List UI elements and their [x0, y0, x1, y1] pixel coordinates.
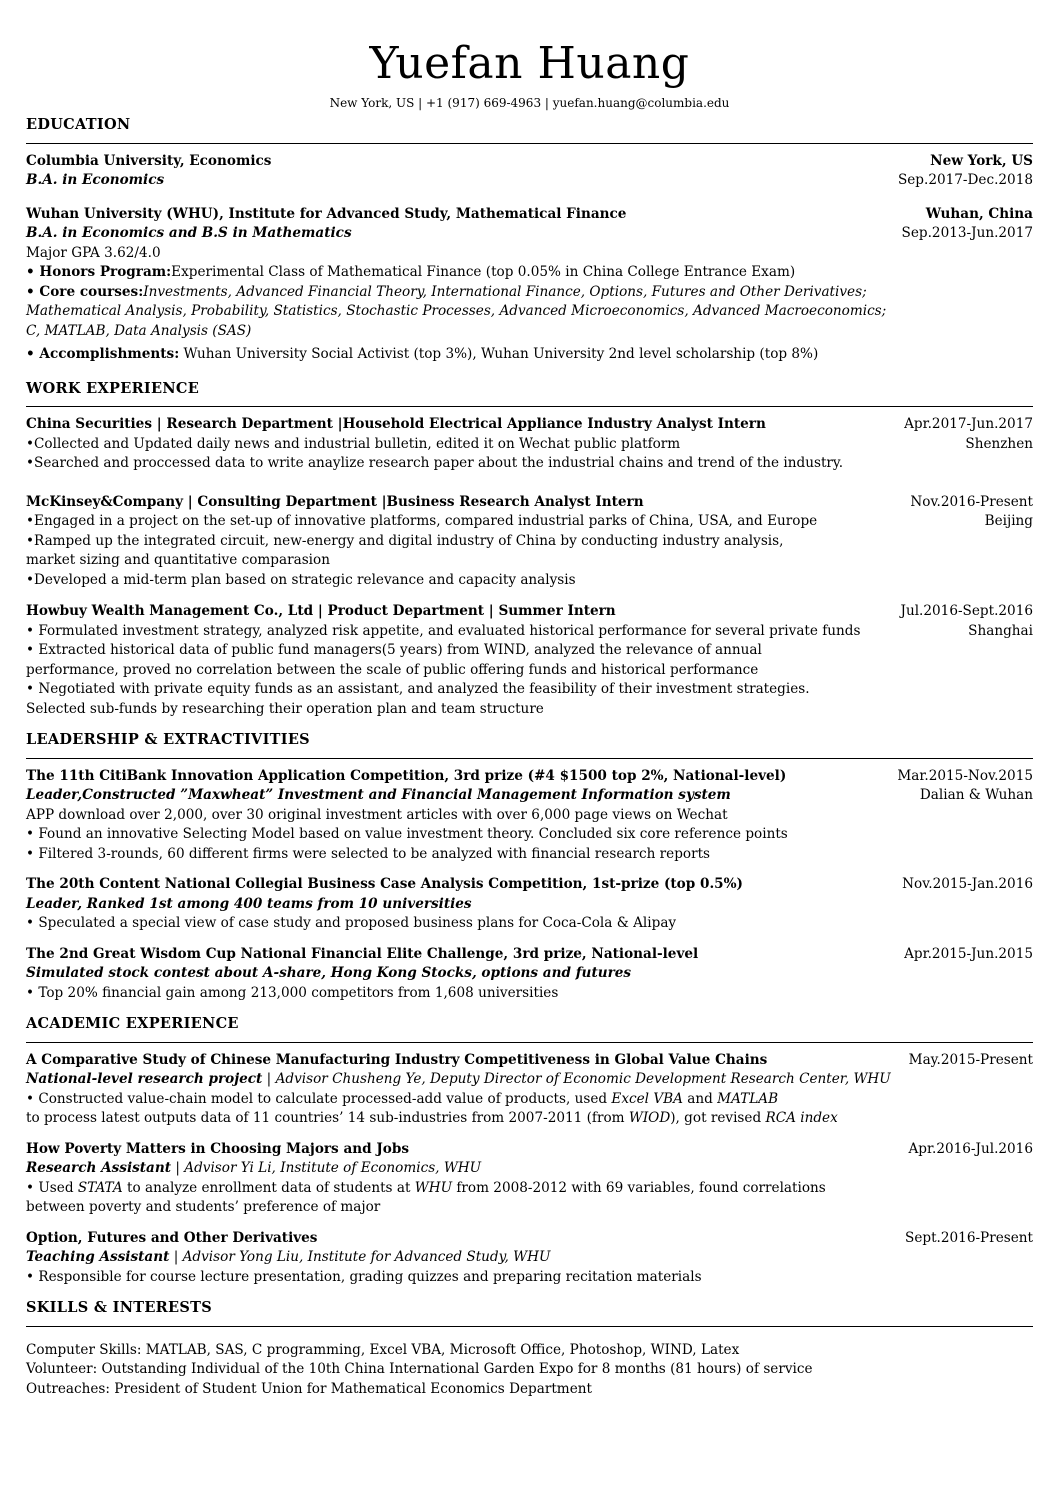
metric: RCA index — [765, 1110, 838, 1126]
skills-volunteer: Volunteer: Outstanding Individual of the 10th China International Garden Expo for 8 months (81 hours) of service — [26, 1361, 813, 1377]
entry-citibank — [26, 767, 1033, 865]
location: Shanghai — [968, 622, 1033, 639]
entry-howbuy — [26, 602, 1033, 719]
tool: MATLAB — [717, 1090, 779, 1107]
school: WHU — [414, 1179, 453, 1196]
entry-whu — [26, 205, 1033, 365]
entry-china-securities — [26, 415, 1033, 474]
entry-gvc-study — [26, 1051, 1033, 1129]
project-advisor: | Advisor Yong Liu, Institute for Advanced Study, WHU — [169, 1249, 551, 1265]
source: WIOD — [628, 1110, 671, 1126]
work-section — [26, 379, 1033, 720]
project-sub — [26, 1159, 1033, 1179]
bullet: • Filtered 3-rounds, 60 different firms were selected to be analyzed with financial research reports — [26, 845, 711, 862]
activity-heading: The 2nd Great Wisdom Cup National Financial Elite Challenge, 3rd prize, National-level — [26, 945, 699, 962]
school-location: New York, US — [930, 152, 1033, 169]
dates: Nov.2016-Present — [910, 493, 1033, 510]
bullet-cont: performance, proved no correlation between the scale of public offering funds and historical performance — [26, 661, 759, 678]
dates: Sep.2013-Jun.2017 — [901, 225, 1033, 241]
activity-sub: Simulated stock contest about A-share, Hong Kong Stocks, options and futures — [26, 965, 632, 981]
skills-outreach: Outreaches: President of Student Union for Mathematical Economics Department — [26, 1380, 592, 1397]
section-title-work: WORK EXPERIENCE — [26, 379, 1033, 408]
entry-content-competition — [26, 875, 1033, 934]
resume-page — [26, 0, 1033, 1399]
bullet: •Developed a mid-term plan based on strategic relevance and capacity analysis — [26, 571, 576, 588]
bullet: • Top 20% financial gain among 213,000 competitors from 1,608 universities — [26, 984, 559, 1001]
section-title-education: EDUCATION — [26, 115, 1033, 144]
activity-sub: Leader,Constructed ”Maxwheat” Investment and Financial Management Information system — [26, 787, 731, 803]
bullet-cont: between poverty and students’ preference of major — [26, 1199, 381, 1215]
accomplishments-line — [26, 345, 1033, 365]
project-advisor: | Advisor Chusheng Ye, Deputy Director of Economic Development Research Center, WHU — [262, 1071, 891, 1087]
bullet — [26, 1179, 1033, 1199]
project-heading: Option, Futures and Other Derivatives — [26, 1229, 318, 1246]
text: and — [682, 1090, 718, 1107]
job-heading: McKinsey&Company | Consulting Department |Business Research Analyst Intern — [26, 493, 644, 510]
project-heading: A Comparative Study of Chinese Manufacturing Industry Competitiveness in Global Value Chains — [26, 1051, 768, 1068]
text: from 2008-2012 with 69 variables, found correlations — [452, 1179, 826, 1196]
bullet: • Negotiated with private equity funds as an assistant, and analyzed the feasibility of their investment strategies. — [26, 681, 810, 697]
project-role: Research Assistant — [26, 1160, 172, 1176]
location: Beijing — [984, 513, 1033, 529]
honors-text: Experimental Class of Mathematical Finance (top 0.05% in China College Entrance Exam) — [171, 264, 796, 280]
core-line-1 — [26, 283, 1033, 303]
dates: May.2015-Present — [908, 1051, 1033, 1068]
text: • Constructed value-chain model to calculate processed-add value of products, used — [26, 1090, 612, 1107]
project-heading: How Poverty Matters in Choosing Majors and Jobs — [26, 1140, 410, 1157]
entry-wisdom-cup — [26, 945, 1033, 1004]
dates: Mar.2015-Nov.2015 — [897, 767, 1033, 784]
bullet — [26, 1090, 1033, 1110]
dates: Sep.2017-Dec.2018 — [897, 172, 1033, 188]
bullet: •Ramped up the integrated circuit, new-energy and digital industry of China by conducting industry analysis, — [26, 532, 784, 549]
contact-line: New York, US | +1 (917) 669-4963 | yuefan.huang@columbia.edu — [329, 96, 730, 110]
degree: B.A. in Economics and B.S in Mathematics — [26, 225, 352, 241]
school-name: Wuhan University (WHU), Institute for Advanced Study, Mathematical Finance — [26, 205, 627, 222]
degree: B.A. in Economics — [26, 172, 165, 188]
bullet: •Collected and Updated daily news and industrial bulletin, edited it on Wechat public platform — [26, 435, 681, 452]
tool: Excel VBA — [611, 1090, 683, 1107]
entry-options-ta — [26, 1229, 1033, 1288]
bullet-cont: market sizing and quantitative comparasion — [26, 552, 330, 568]
text: ), got revised — [670, 1110, 766, 1126]
bullet: •Searched and proccessed data to write anaylize research paper about the industrial chains and trend of the industry. — [26, 455, 844, 471]
acc-text: Wuhan University Social Activist (top 3%), Wuhan University 2nd level scholarship (top 8%) — [179, 346, 819, 362]
bullet: • Found an innovative Selecting Model based on value investment theory. Concluded six core reference points — [26, 826, 788, 842]
text: to process latest outputs data of 11 countries’ 14 sub-industries from 2007-2011 (from — [26, 1110, 629, 1126]
leadership-section — [26, 730, 1033, 1003]
entry-poverty-study — [26, 1140, 1033, 1218]
bullet: • Responsible for course lecture presentation, grading quizzes and preparing recitation materials — [26, 1268, 702, 1285]
text: • Used — [26, 1179, 78, 1196]
project-role: Teaching Assistant — [26, 1249, 170, 1265]
entry-columbia — [26, 152, 1033, 191]
resume-name: Yuefan Huang — [369, 38, 690, 89]
honors-label: • Honors Program: — [26, 264, 172, 280]
bullet: •Engaged in a project on the set-up of innovative platforms, compared industrial parks of China, USA, and Europe — [26, 513, 818, 529]
location: Dalian & Wuhan — [919, 787, 1033, 803]
academic-section — [26, 1014, 1033, 1287]
school-location: Wuhan, China — [925, 205, 1033, 222]
dates: Apr.2017-Jun.2017 — [904, 416, 1033, 432]
gpa: Major GPA 3.62/4.0 — [26, 244, 161, 261]
job-heading: Howbuy Wealth Management Co., Ltd | Product Department | Summer Intern — [26, 603, 616, 619]
text: to analyze enrollment data of students at — [122, 1179, 415, 1196]
section-title-skills: SKILLS & INTERESTS — [26, 1298, 1033, 1327]
bullet-cont — [26, 1109, 1033, 1129]
school-name: Columbia University, Economics — [26, 152, 272, 169]
activity-heading: The 11th CitiBank Innovation Application Competition, 3rd prize (#4 $1500 top 2%, National-level) — [26, 767, 787, 784]
section-title-leadership: LEADERSHIP & EXTRACTIVITIES — [26, 730, 1033, 759]
project-role: National-level research project — [26, 1071, 263, 1087]
core-line-2: Mathematical Analysis, Probability, Statistics, Stochastic Processes, Advanced Microeconomics, Advanced Macroeconomics; — [26, 303, 887, 319]
bullet: • Formulated investment strategy, analyzed risk appetite, and evaluated historical performance for several private funds — [26, 622, 861, 639]
dates: Nov.2015-Jan.2016 — [902, 876, 1033, 892]
education-section — [26, 115, 1033, 365]
section-title-academic: ACADEMIC EXPERIENCE — [26, 1014, 1033, 1043]
core-line-3: C, MATLAB, Data Analysis (SAS) — [26, 322, 252, 339]
skills-section — [26, 1298, 1033, 1399]
bullet: • Speculated a special view of case study and proposed business plans for Coca-Cola & Alipay — [26, 915, 677, 931]
dates: Apr.2016-Jul.2016 — [908, 1140, 1033, 1157]
bullet-cont: Selected sub-funds by researching their operation plan and team structure — [26, 700, 544, 717]
job-heading: China Securities | Research Department |Household Electrical Appliance Industry Analyst Intern — [26, 416, 766, 432]
skills-computer: Computer Skills: MATLAB, SAS, C programming, Excel VBA, Microsoft Office, Photoshop, WIND, Latex — [26, 1341, 740, 1358]
dates: Apr.2015-Jun.2015 — [904, 945, 1033, 962]
detail: APP download over 2,000, over 30 original investment articles with over 6,000 page views on Wechat — [26, 806, 728, 823]
honors-line — [26, 263, 1033, 283]
dates: Sept.2016-Present — [905, 1229, 1033, 1246]
activity-heading: The 20th Content National Collegial Business Case Analysis Competition, 1st-prize (top 0.5%) — [26, 876, 743, 892]
project-sub — [26, 1248, 1033, 1268]
entry-mckinsey — [26, 493, 1033, 591]
bullet: • Extracted historical data of public fund managers(5 years) from WIND, analyzed the relevance of annual — [26, 642, 762, 658]
activity-sub: Leader, Ranked 1st among 400 teams from 10 universities — [26, 895, 472, 912]
project-sub — [26, 1070, 1033, 1090]
core-label: • Core courses: — [26, 283, 144, 300]
core-text: Investments, Advanced Financial Theory, International Finance, Options, Futures and Other Derivatives; — [143, 283, 867, 300]
dates: Jul.2016-Sept.2016 — [900, 603, 1033, 619]
tool: STATA — [77, 1179, 123, 1196]
location: Shenzhen — [965, 435, 1033, 452]
project-advisor: | Advisor Yi Li, Institute of Economics, WHU — [171, 1160, 482, 1176]
acc-label: • Accomplishments: — [26, 346, 180, 362]
